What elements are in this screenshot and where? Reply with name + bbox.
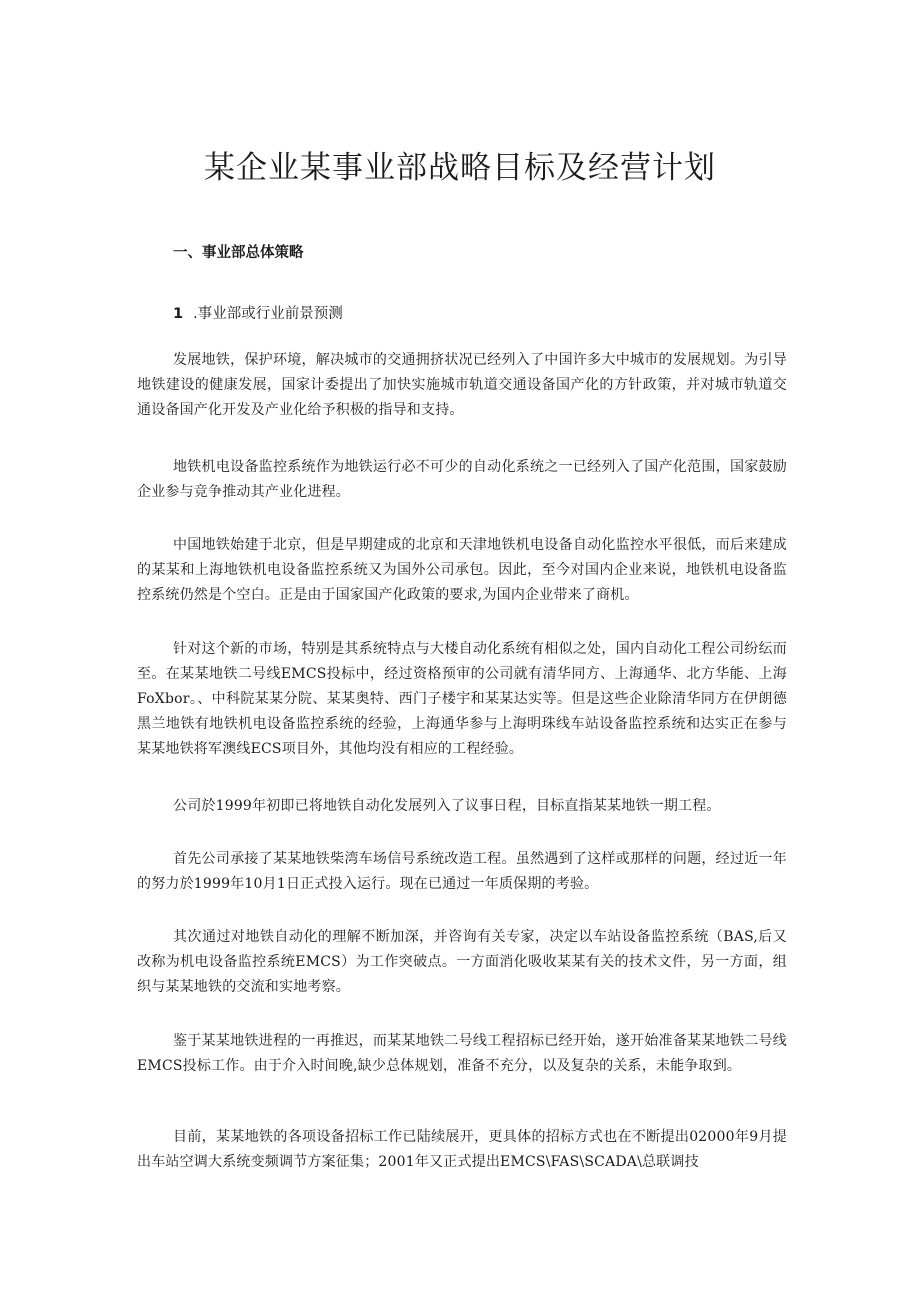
section-heading: 一、事业部总体策略 <box>173 245 304 261</box>
paragraph: 其次通过对地铁自动化的理解不断加深，并咨询有关专家，决定以车站设备监控系统（BAS,后又改称为机电设备监控系统EMCS）为工作突破点。一方面消化吸收某某有关的技术文件，另一方面，组织与某某地铁的交流和实地考察。 <box>137 929 787 995</box>
paragraph: 首先公司承接了某某地铁柴湾车场信号系统改造工程。虽然遇到了这样或那样的问题，经过近一年的努力於1999年10月1日正式投入运行。现在已通过一年质保期的考验。 <box>137 851 787 892</box>
paragraph: 鉴于某某地铁进程的一再推迟，而某某地铁二号线工程招标已经开始，遂开始准备某某地铁二号线EMCS投标工作。由于介入时间晚,缺少总体规划，准备不充分，以及复杂的关系，未能争取到。 <box>137 1033 787 1074</box>
subsection-label: .事业部或行业前景预测 <box>193 306 343 322</box>
subsection-number: 1 <box>173 306 184 322</box>
document-title: 某企业某事业部战略目标及经营计划 <box>204 150 716 186</box>
paragraph: 针对这个新的市场，特别是其系统特点与大楼自动化系统有相似之处，国内自动化工程公司纷纭而至。在某某地铁二号线EMCS投标中，经过资格预审的公司就有清华同方、上海通华、北方华能、上海FoXbor。、中科院某某分院、某某奥特、西门子楼宇和某某达实等。但是这些企业除清华同方在伊朗德黑兰地铁有地铁机电设备监控系统的经验，上海通华参与上海明珠线车站设备监控系统和达实正在参与某某地铁将军澳线ECS项目外，其他均没有相应的工程经验。 <box>137 641 787 757</box>
paragraph: 目前，某某地铁的各项设备招标工作已陆续展开，更具体的招标方式也在不断提出02000年9月提出车站空调大系统变频调节方案征集；2001年又正式提出EMCS\FAS\SCADA\总联调技 <box>137 1129 787 1170</box>
paragraph: 地铁机电设备监控系统作为地铁运行必不可少的自动化系统之一已经列入了国产化范围，国家鼓励企业参与竞争推动其产业化进程。 <box>137 459 787 500</box>
paragraph: 发展地铁，保护环境，解决城市的交通拥挤状况已经列入了中国许多大中城市的发展规划。为引导地铁建设的健康发展，国家计委提出了加快实施城市轨道交通设备国产化的方针政策，并对城市轨道交通设备国产化开发及产业化给予积极的指导和支持。 <box>137 352 787 418</box>
paragraph: 公司於1999年初即已将地铁自动化发展列入了议事日程，目标直指某某地铁一期工程。 <box>173 798 721 814</box>
paragraph: 中国地铁始建于北京，但是早期建成的北京和天津地铁机电设备自动化监控水平很低，而后来建成的某某和上海地铁机电设备监控系统又为国外公司承包。因此，至今对国内企业来说，地铁机电设备监控系统仍然是个空白。正是由于国家国产化政策的要求,为国内企业带来了商机。 <box>137 537 787 603</box>
subsection-heading <box>173 302 343 323</box>
